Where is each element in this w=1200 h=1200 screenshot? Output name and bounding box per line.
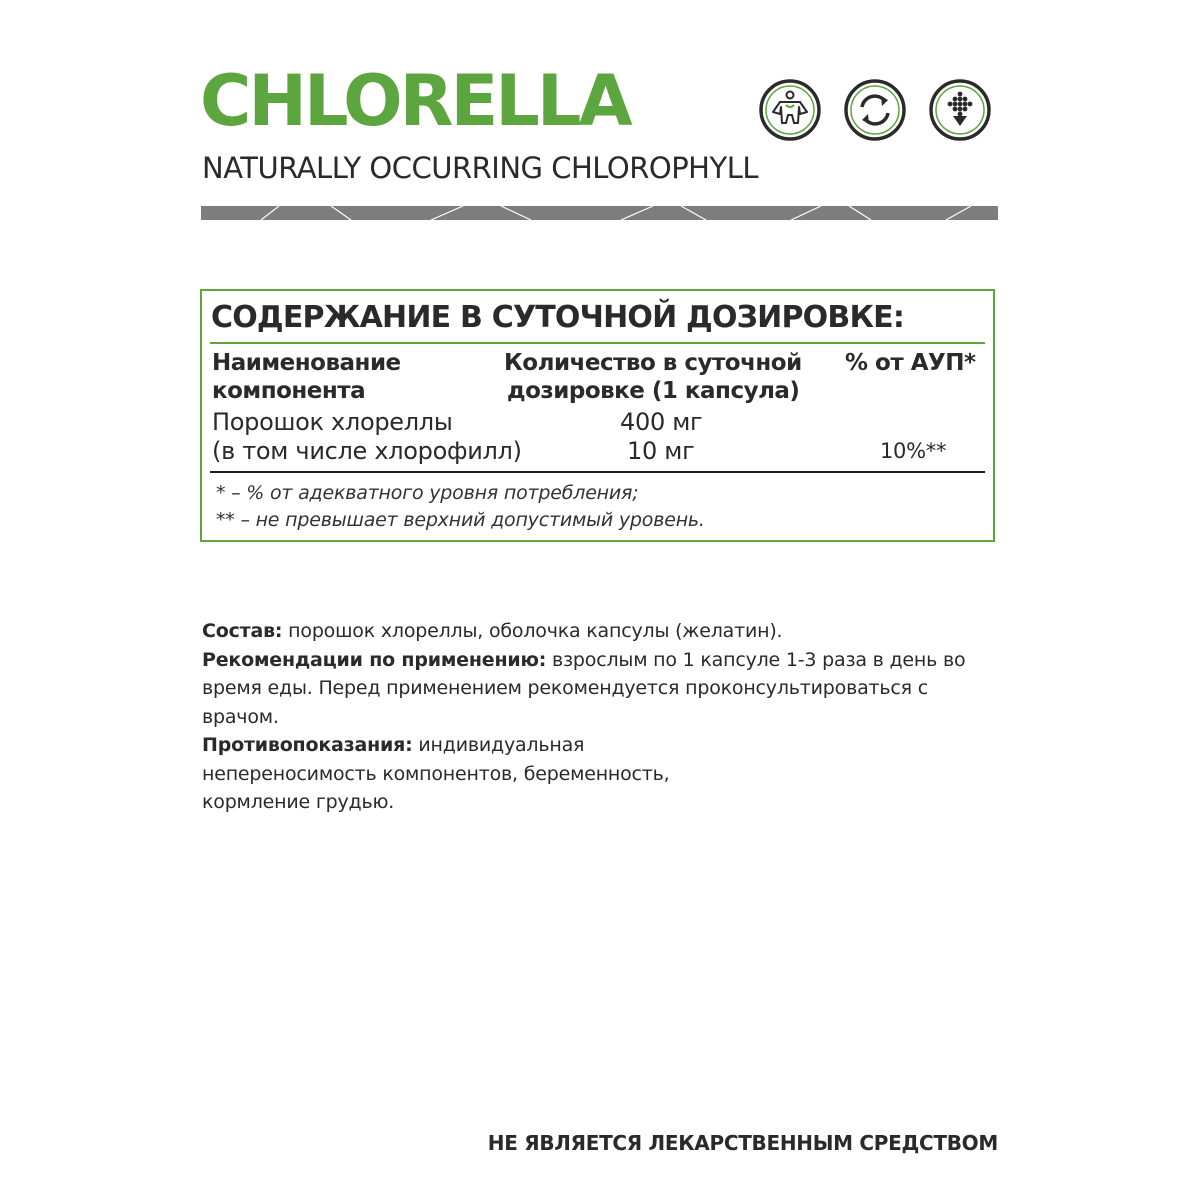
usage-paragraph <box>202 646 992 732</box>
usage-text: взрослым по 1 капсуле 1-3 раза в день во время еды. Перед применением рекомендуется проконсультироваться с врачом. <box>202 648 966 728</box>
column-header-amount-line1: Количество в суточной <box>504 350 802 376</box>
feature-icons <box>758 78 992 142</box>
usage-label: Рекомендации по применению: <box>202 648 547 671</box>
footnote: ** – не превышает верхний допустимый уровень. <box>216 509 705 531</box>
table-cell-amount: 400 мг <box>620 408 703 436</box>
footnote: * – % от адекватного уровня потребления; <box>216 482 639 504</box>
table-cell-amount: 10 мг <box>627 437 695 465</box>
column-header-amount <box>504 349 802 405</box>
daily-dose-panel <box>200 289 995 542</box>
composition-paragraph <box>202 617 1002 646</box>
column-header-name-line1: Наименование <box>212 350 401 376</box>
product-title: CHLORELLA <box>200 60 630 142</box>
column-header-percent: % от АУП* <box>845 350 976 376</box>
panel-title: СОДЕРЖАНИЕ В СУТОЧНОЙ ДОЗИРОВКЕ: <box>211 300 905 335</box>
contraindications-paragraph <box>202 731 762 817</box>
decorative-stripe <box>201 206 998 220</box>
table-cell-name: Порошок хлореллы <box>212 408 453 436</box>
product-subtitle: NATURALLY OCCURRING CHLOROPHYLL <box>202 151 759 185</box>
disclaimer: НЕ ЯВЛЯЕТСЯ ЛЕКАРСТВЕННЫМ СРЕДСТВОМ <box>487 1131 998 1155</box>
table-cell-name: (в том числе хлорофилл) <box>212 437 522 465</box>
composition-label: Состав: <box>202 620 283 642</box>
panel-divider <box>210 342 985 344</box>
recycle-arrows-icon <box>843 78 907 142</box>
table-bottom-rule <box>210 471 985 473</box>
column-header-amount-line2: дозировке (1 капсула) <box>507 378 800 404</box>
contraindications-text: индивидуальная непереносимость компонентов, беременность, кормление грудью. <box>202 734 670 813</box>
column-header-name-line2: компонента <box>212 378 366 404</box>
dots-arrow-down-icon <box>928 78 992 142</box>
contraindications-label: Противопоказания: <box>202 734 413 756</box>
product-info <box>202 617 1002 817</box>
composition-text: порошок хлореллы, оболочка капсулы (желатин). <box>282 620 783 642</box>
column-header-name <box>212 349 401 405</box>
person-body-icon <box>758 78 822 142</box>
table-cell-percent: 10%** <box>880 439 947 463</box>
